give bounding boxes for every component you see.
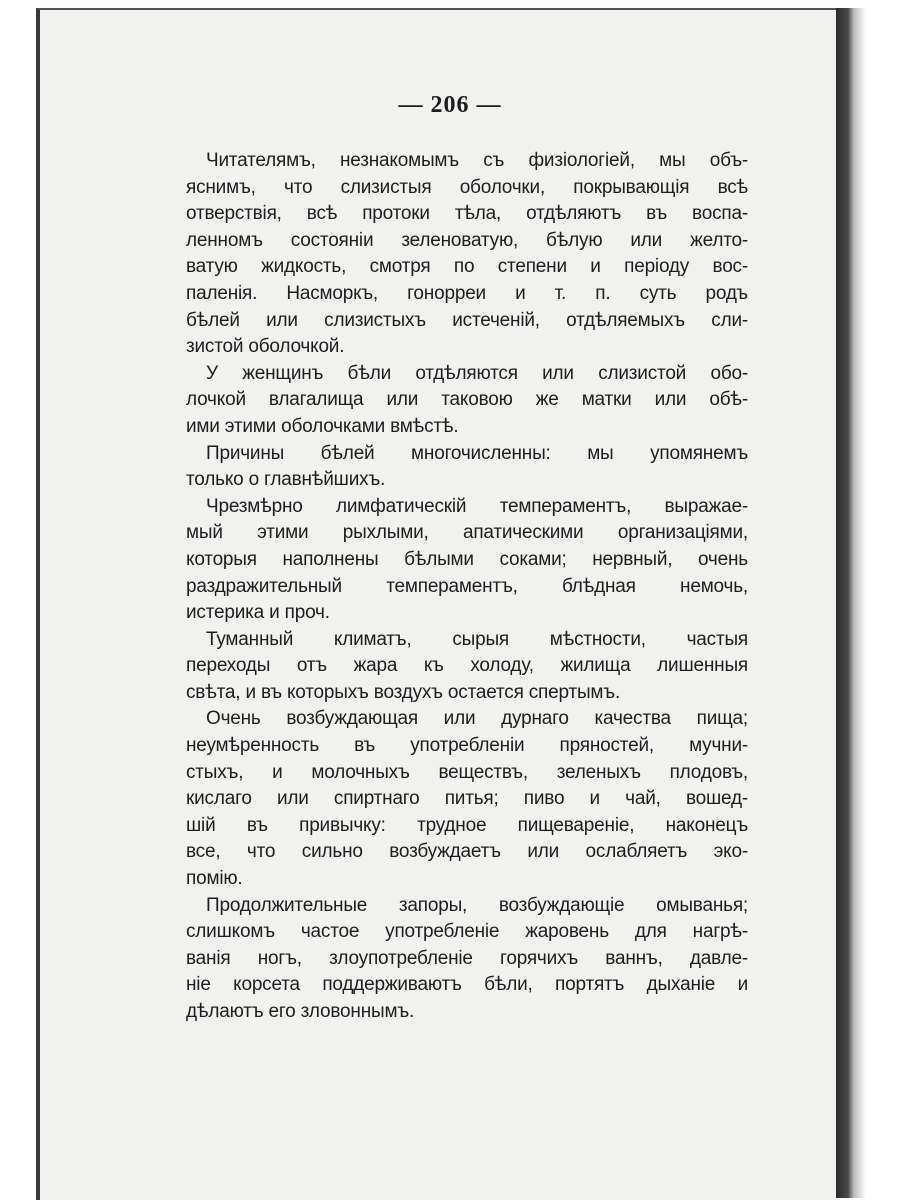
text-line: Туманный климатъ, сырыя мѣстности, частыя bbox=[206, 628, 748, 650]
text-line: ванія ногъ, злоупотребленіе горячихъ ваннъ, давле- bbox=[186, 947, 748, 969]
text-line: истерика и проч. bbox=[186, 602, 330, 624]
text-line: ніе корсета поддерживаютъ бѣли, портятъ дыханіе и bbox=[186, 974, 748, 996]
text-line: свѣта, и въ которыхъ воздухъ остается спертымъ. bbox=[186, 681, 621, 703]
text-line: ленномъ состояніи зеленоватую, бѣлую или желто- bbox=[186, 229, 748, 251]
text-line: зистой оболочкой. bbox=[186, 336, 345, 358]
text-line: шій въ привычку: трудное пищевареніе, наконецъ bbox=[186, 814, 748, 836]
text-line: слишкомъ частое употребленіе жаровень для нагрѣ- bbox=[186, 921, 748, 943]
text-line: У женщинъ бѣли отдѣляются или слизистой обо- bbox=[206, 362, 748, 384]
text-line: Продолжительные запоры, возбуждающіе омыванья; bbox=[206, 894, 748, 916]
text-line: раздражительный темпераментъ, блѣдная немочь, bbox=[186, 575, 748, 597]
text-line: отверствія, всѣ протоки тѣла, отдѣляютъ въ воспа- bbox=[186, 203, 748, 225]
text-line: Читателямъ, незнакомымъ съ физіологіей, мы объ- bbox=[206, 150, 748, 171]
text-line: бѣлей или слизистыхъ истеченій, отдѣляемыхъ сли- bbox=[186, 309, 748, 331]
text-line: все, что сильно возбуждаетъ или ослабляетъ эко- bbox=[186, 841, 748, 863]
text-line: переходы отъ жара къ холоду, жилища лишенныя bbox=[186, 655, 748, 677]
text-line: ими этими оболочками вмѣстѣ. bbox=[186, 415, 459, 437]
text-line: только о главнѣйшихъ. bbox=[186, 469, 386, 491]
text-line: неумѣренность въ употребленіи пряностей, мучни- bbox=[186, 735, 748, 757]
text-line: Очень возбуждающая или дурнаго качества пища; bbox=[206, 708, 748, 730]
page-number: — 206 — bbox=[398, 92, 502, 118]
text-line: паленія. Насморкъ, гонорреи и т. п. суть родъ bbox=[186, 282, 748, 304]
text-line: стыхъ, и молочныхъ веществъ, зеленыхъ плодовъ, bbox=[186, 761, 748, 783]
body-text bbox=[186, 148, 748, 1026]
text-line: ватую жидкость, смотря по степени и періоду вос- bbox=[186, 256, 748, 278]
text-line: Причины бѣлей многочисленны: мы упомянемъ bbox=[206, 442, 748, 464]
text-line: яснимъ, что слизистыя оболочки, покрывающія всѣ bbox=[186, 176, 748, 198]
text-line: лочкой влагалища или таковою же матки или обѣ- bbox=[186, 389, 748, 411]
page-edge-shadow bbox=[836, 8, 866, 1198]
text-line: помію. bbox=[186, 868, 243, 890]
text-line: мый этими рыхлыми, апатическими организаціями, bbox=[186, 522, 748, 544]
text-line: Чрезмѣрно лимфатическій темпераментъ, выражае- bbox=[206, 495, 748, 517]
text-line: которыя наполнены бѣлыми соками; нервный, очень bbox=[186, 548, 748, 570]
text-line: кислаго или спиртнаго питья; пиво и чай, вошед- bbox=[186, 788, 748, 810]
text-line: дѣлаютъ его зловоннымъ. bbox=[186, 1001, 415, 1022]
